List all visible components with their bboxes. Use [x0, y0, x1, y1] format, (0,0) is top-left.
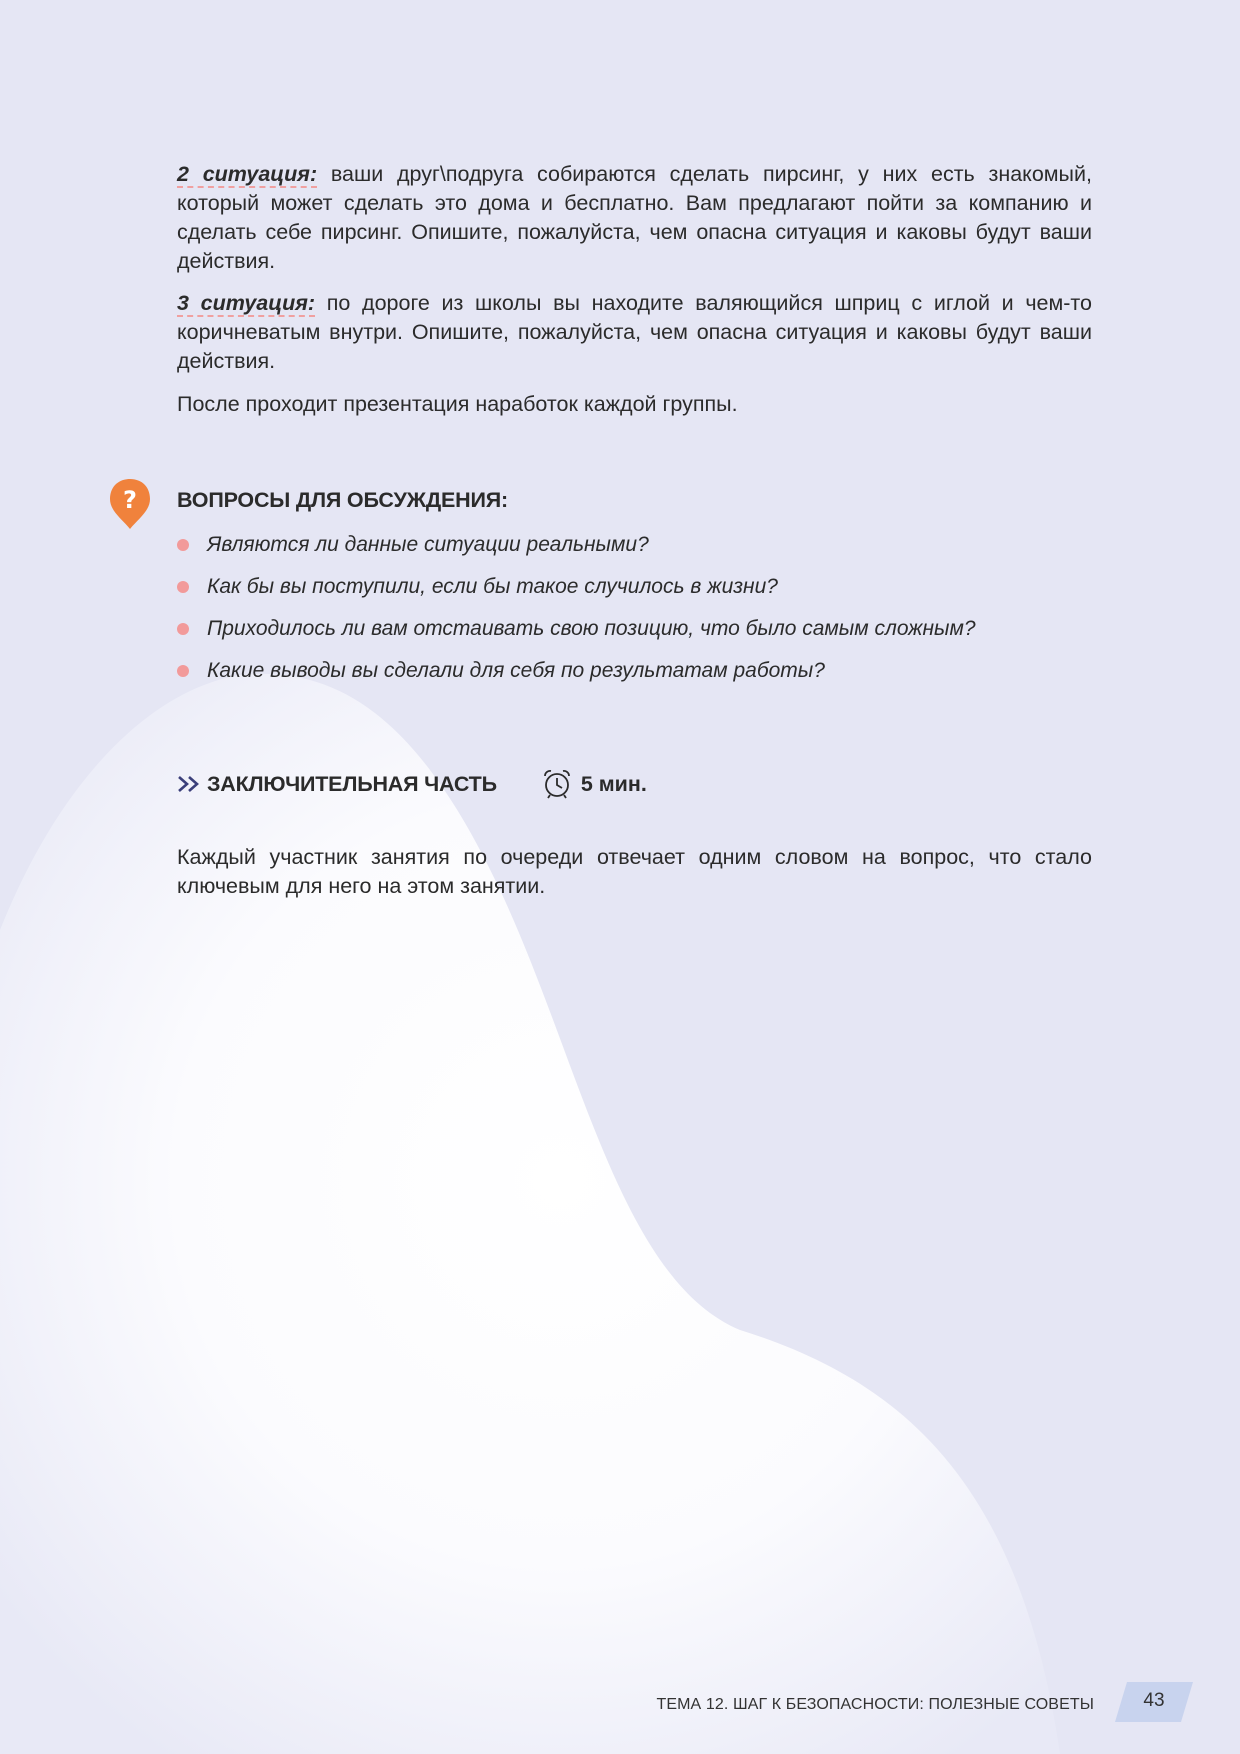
list-item: Как бы вы поступили, если бы такое случилось в жизни? — [177, 572, 1077, 614]
situation-3 — [177, 289, 1092, 376]
duration-label: 5 мин. — [580, 771, 647, 796]
final-section-header — [177, 768, 647, 800]
footer-topic: ТЕМА 12. ШАГ К БЕЗОПАСНОСТИ: ПОЛЕЗНЫЕ СОВЕТЫ — [656, 1696, 1094, 1713]
alarm-clock-icon — [541, 768, 573, 800]
after-presentation-text: После проходит презентация наработок каждой группы. — [177, 392, 738, 416]
questions-list — [177, 530, 1077, 698]
situation-3-label: 3 ситуация: — [177, 291, 316, 315]
question-pin-icon — [108, 477, 152, 531]
final-section-title: ЗАКЛЮЧИТЕЛЬНАЯ ЧАСТЬ — [207, 771, 497, 796]
questions-heading: ВОПРОСЫ ДЛЯ ОБСУЖДЕНИЯ: — [177, 488, 508, 512]
page-number: 43 — [1143, 1690, 1165, 1711]
svg-text:?: ? — [123, 486, 137, 514]
situation-2-text: ваши друг\подруга собираются сделать пирсинг, у них есть знакомый, который может сделать это дома и бесплатно. Вам предлагают пойти за компанию и сделать себе пирсинг. Опишите, пожалуйста, чем опасна ситуация и каковы будут ваши действия. — [177, 162, 1092, 273]
situation-2 — [177, 160, 1092, 276]
bullet-icon — [177, 665, 189, 677]
situation-2-label: 2 ситуация: — [177, 162, 318, 186]
list-item: Какие выводы вы сделали для себя по результатам работы? — [177, 656, 1077, 698]
list-item: Приходилось ли вам отстаивать свою позицию, что было самым сложным? — [177, 614, 1077, 656]
list-item: Являются ли данные ситуации реальными? — [177, 530, 1077, 572]
bullet-icon — [177, 623, 189, 635]
situation-3-text: по дороге из школы вы находите валяющийся шприц с иглой и чем-то коричневатым внутри. Опишите, пожалуйста, чем опасна ситуация и каковы будут ваши действия. — [177, 291, 1092, 373]
bullet-icon — [177, 539, 189, 551]
bullet-icon — [177, 581, 189, 593]
double-chevron-right-icon — [177, 774, 201, 794]
final-section-text: Каждый участник занятия по очереди отвечает одним словом на вопрос, что стало ключевым для него на этом занятии. — [177, 845, 1092, 898]
